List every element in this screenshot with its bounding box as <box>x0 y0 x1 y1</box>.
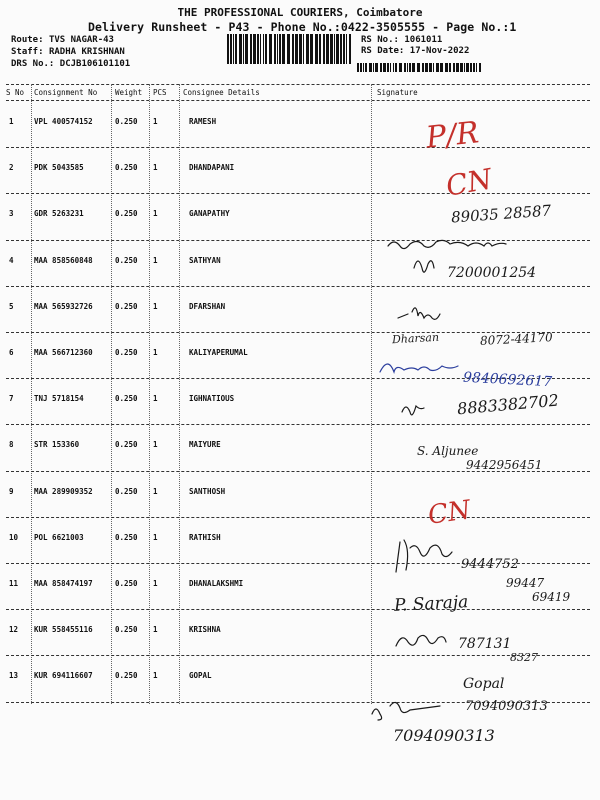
row-weight: 0.250 <box>115 302 138 311</box>
phone-12: 7094090313 <box>465 699 548 714</box>
row-consignee: DHANDAPANI <box>189 163 235 172</box>
row-consignment-no: MAA 858474197 <box>34 579 93 588</box>
phone-4: 9840692617 <box>462 369 553 391</box>
row-weight: 0.250 <box>115 348 138 357</box>
row-sno: 8 <box>9 440 14 449</box>
row-weight: 0.250 <box>115 533 138 542</box>
row-pcs: 1 <box>153 163 158 172</box>
phone-11: 8327 <box>510 651 538 664</box>
row-weight: 0.250 <box>115 671 138 680</box>
row-consignee: RATHISH <box>189 533 221 542</box>
drs-label: DRS No.: <box>11 59 55 69</box>
row-consignment-no: KUR 694116607 <box>34 671 93 680</box>
row-consignee: RAMESH <box>189 117 217 126</box>
staff-value: RADHA KRISHNAN <box>48 47 125 57</box>
row-consignment-no: MAA 858560848 <box>34 256 93 265</box>
row-pcs: 1 <box>153 394 158 403</box>
row-consignee: SANTHOSH <box>189 487 226 496</box>
cn-mark-2: CN <box>426 495 473 531</box>
row-pcs: 1 <box>153 256 158 265</box>
rs-date-label: RS Date: <box>361 46 405 56</box>
row-consignee: GANAPATHY <box>189 209 230 218</box>
row-sno: 5 <box>9 302 14 311</box>
row-pcs: 1 <box>153 117 158 126</box>
row-consignment-no: KUR 558455116 <box>34 625 93 634</box>
col-header-consignment: Consignment No <box>34 88 98 97</box>
col-header-pcs: PCS <box>153 88 167 97</box>
row-consignee: DHANALAKSHMI <box>189 579 244 588</box>
name-4: Gopal <box>463 676 505 692</box>
col-header-weight: Weight <box>115 88 143 97</box>
col-header-consignee: Consignee Details <box>183 88 260 97</box>
row-consignment-no: STR 153360 <box>34 440 80 449</box>
row-weight: 0.250 <box>115 117 138 126</box>
phone-3: 8072-44170 <box>479 330 554 348</box>
row-consignee: KRISHNA <box>189 625 221 634</box>
row-pcs: 1 <box>153 579 158 588</box>
row-consignment-no: MAA 565932726 <box>34 302 93 311</box>
row-sno: 7 <box>9 394 14 403</box>
runsheet-subtitle: Delivery Runsheet - P43 - Phone No.:0422-3505555 - Page No.:1 <box>88 20 517 34</box>
row-consignment-no: VPL 400574152 <box>34 117 93 126</box>
row-consignment-no: MAA 289909352 <box>34 487 93 496</box>
row-pcs: 1 <box>153 348 158 357</box>
row-weight: 0.250 <box>115 209 138 218</box>
row-sno: 4 <box>9 256 14 265</box>
row-pcs: 1 <box>153 671 158 680</box>
row-consignee: DFARSHAN <box>189 302 226 311</box>
phone-9: 69419 <box>532 590 571 604</box>
name-1: Dharsan <box>391 330 440 347</box>
row-pcs: 1 <box>153 440 158 449</box>
staff-label: Staff: <box>11 47 44 57</box>
phone-1: 89035 28587 <box>450 201 552 227</box>
row-consignment-no: GDR 5263231 <box>34 209 84 218</box>
row-weight: 0.250 <box>115 625 138 634</box>
rs-no-value: 1061011 <box>404 35 443 45</box>
pr-mark: P/R <box>424 115 481 156</box>
row-consignment-no: TNJ 5718154 <box>34 394 84 403</box>
row-weight: 0.250 <box>115 394 138 403</box>
row-consignee: IGHNATIOUS <box>189 394 235 403</box>
row-consignee: SATHYAN <box>189 256 221 265</box>
row-consignment-no: POL 6621003 <box>34 533 84 542</box>
phone-5: 8883382702 <box>456 390 560 419</box>
row-sno: 10 <box>9 533 19 542</box>
col-header-signature: Signature <box>377 88 418 97</box>
row-sno: 6 <box>9 348 14 357</box>
row-consignee: GOPAL <box>189 671 212 680</box>
rs-no-label: RS No.: <box>361 35 399 45</box>
row-pcs: 1 <box>153 302 158 311</box>
col-header-sno: S No <box>6 88 25 97</box>
row-sno: 11 <box>9 579 19 588</box>
route-label: Route: <box>11 35 44 45</box>
row-weight: 0.250 <box>115 440 138 449</box>
phone-7: 9444752 <box>461 557 519 572</box>
drs-value: DCJB106101101 <box>59 59 131 69</box>
row-sno: 1 <box>9 117 14 126</box>
route-value: TVS NAGAR-43 <box>48 35 114 45</box>
phone-8: 99447 <box>506 576 545 590</box>
row-consignment-no: MAA 566712360 <box>34 348 93 357</box>
row-pcs: 1 <box>153 209 158 218</box>
row-consignment-no: PDK 5043585 <box>34 163 84 172</box>
row-consignee: KALIYAPERUMAL <box>189 348 248 357</box>
phone-10: 787131 <box>458 636 512 652</box>
row-weight: 0.250 <box>115 487 138 496</box>
row-pcs: 1 <box>153 625 158 634</box>
cn-mark-1: CN <box>443 162 495 203</box>
row-consignee: MAIYURE <box>189 440 221 449</box>
row-pcs: 1 <box>153 487 158 496</box>
row-sno: 3 <box>9 209 14 218</box>
row-weight: 0.250 <box>115 163 138 172</box>
row-sno: 2 <box>9 163 14 172</box>
name-2: S. Aljunee <box>417 444 479 458</box>
row-sno: 12 <box>9 625 19 634</box>
phone-2: 7200001254 <box>447 265 537 281</box>
row-weight: 0.250 <box>115 256 138 265</box>
name-3: P. Saraja <box>393 592 469 616</box>
company-title: THE PROFESSIONAL COURIERS, Coimbatore <box>177 6 423 19</box>
row-weight: 0.250 <box>115 579 138 588</box>
phone-13: 7094090313 <box>393 726 495 745</box>
phone-6: 9442956451 <box>466 458 543 472</box>
row-sno: 13 <box>9 671 19 680</box>
rs-date-value: 17-Nov-2022 <box>409 46 470 56</box>
row-sno: 9 <box>9 487 14 496</box>
row-pcs: 1 <box>153 533 158 542</box>
